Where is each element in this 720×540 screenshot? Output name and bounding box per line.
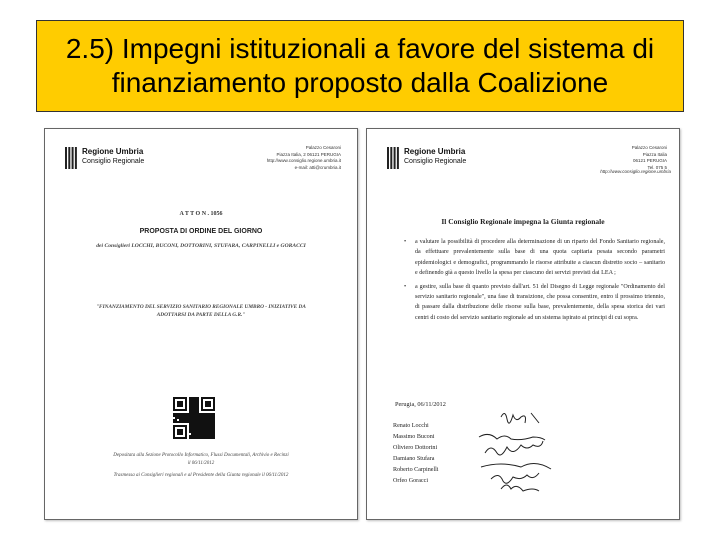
org-sub: Consiglio Regionale [404, 158, 467, 165]
signatory-name: Oliviero Dottorini [393, 445, 438, 451]
bullet-icon: • [404, 283, 407, 290]
signatures-image [471, 409, 571, 493]
list-item: • a valutare la possibilità di procedere alla determinazione di un riparto del Fondo Sanitario regionale, da effettuare prevalentemente sulla base di una quota capitaria pesata secondo parametri epidemiologici e demografici, programmando le risorse attribuite a ciascun distretto socio – sanitario e definendo già a questo livello la spesa per ciascuno dei servizi previsti dai LEA ; [404, 239, 665, 277]
site-url: http://www.consiglio.regione.umbria [600, 169, 671, 174]
footer-deposit: Depositata alla Sezione Protocollo Informatico, Flussi Documentali, Archivio e Recinzi [113, 453, 289, 458]
org-sub: Consiglio Regionale [82, 158, 145, 165]
letterhead [387, 147, 466, 169]
doc-authors: dei Consiglieri LOCCHI, BUCONI, DOTTORINI, STUFARA, CARPINELLI e GORACCI [96, 243, 306, 249]
signatory-name: Roberto Carpinelli [393, 467, 439, 473]
doc-heading: Il Consiglio Regionale impegna la Giunta regionale [441, 217, 605, 226]
address-block: Palazzo Cesaroni Piazza Italia 06121 PERUGIA Tel. 075 5 [631, 145, 667, 170]
document-scan-right [366, 128, 680, 520]
org-name: Regione Umbria [404, 147, 466, 156]
crest-icon [65, 147, 77, 169]
letterhead [65, 147, 144, 169]
bullet-icon: • [404, 239, 407, 245]
doc-heading: PROPOSTA DI ORDINE DEL GIORNO [139, 228, 263, 235]
document-scan-left [44, 128, 358, 520]
signatory-name: Damiano Stufara [393, 456, 435, 462]
crest-icon [387, 147, 399, 169]
doc-subject-2: ADOTTARSI DA PARTE DELLA G.R." [156, 312, 246, 318]
qr-code-icon [173, 397, 215, 439]
footer-transmission: Trasmessa ai Consiglieri regionali e al Presidente della Giunta regionale il 06/11/2012 [113, 473, 289, 478]
slide-title-line-2: finanziamento proposto dalla Coalizione [111, 67, 609, 98]
footer-date: il 06/11/2012 [187, 461, 215, 466]
signatory-name: Massimo Buconi [393, 434, 435, 440]
slide-title-line-1: 2.5) Impegni istituzionali a favore del sistema di [65, 33, 655, 64]
signatory-name: Orfeo Goracci [393, 478, 429, 484]
signatory-name: Renato Locchi [393, 423, 429, 429]
commitment-list [404, 237, 665, 323]
signatory-list [393, 421, 439, 487]
address-block: Palazzo Cesaroni Piazza Italia, 2 06121 PERUGIA http://www.consiglio.regione.umbria.it e-mail: atti@crumbria.it [266, 145, 341, 170]
list-item: • a gestire, sulla base di quanto previsto dall'art. 51 del Disegno di Legge regionale "Ordinamento del servizio sanitario regionale", una fase di transizione, che possa consentire, entro il prossimo triennio, di passare dalla distribuzione delle risorse sulla base, prevalentemente, della spesa storica dei vari centri di costo del servizio sanitario regionale ad un sistema ispirato ai principi di cui sopra. [404, 283, 665, 321]
org-name: Regione Umbria [82, 147, 144, 156]
place-date: Perugia, 06/11/2012 [395, 401, 446, 408]
slide-title-box [36, 20, 684, 112]
doc-subject-1: "FINANZIAMENTO DEL SERVIZIO SANITARIO REGIONALE UMBRO - INIZIATIVE DA [96, 304, 306, 310]
atto-number: A T T O N . 1056 [179, 211, 223, 217]
